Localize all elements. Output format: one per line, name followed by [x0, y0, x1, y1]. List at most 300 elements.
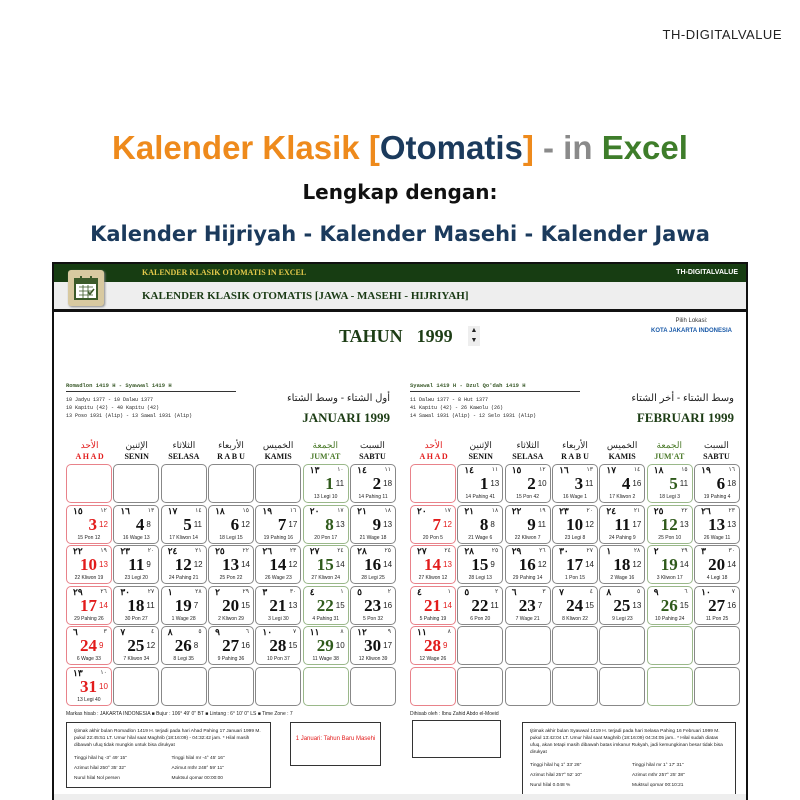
- spin-up-icon[interactable]: ▲: [470, 327, 478, 334]
- day-cell[interactable]: [694, 586, 740, 625]
- day-name-arabic: الخميس: [606, 440, 638, 450]
- day-name-latin: JUM'AT: [654, 452, 685, 461]
- day-header: [410, 439, 457, 462]
- hijri-date: ١٤: [464, 465, 475, 475]
- empty-day-cell: [599, 667, 645, 706]
- day-cell[interactable]: [552, 464, 598, 503]
- day-cell[interactable]: [208, 586, 254, 625]
- day-number: 11: [128, 555, 145, 574]
- side-number: 12: [632, 560, 642, 569]
- pasaran-label: 30 Pon 27: [124, 615, 148, 622]
- day-cell[interactable]: [208, 545, 254, 584]
- pasaran-label: 20 Pon 17: [314, 534, 338, 541]
- day-cell[interactable]: [647, 545, 693, 584]
- day-header: [66, 439, 113, 462]
- day-cell[interactable]: [457, 586, 503, 625]
- day-name-latin: KAMIS: [608, 452, 636, 461]
- day-cell[interactable]: [599, 545, 645, 584]
- empty-day-cell: [552, 626, 598, 665]
- day-name-latin: R A B U: [217, 452, 245, 461]
- arabic-secondary-date: ٢٣: [289, 548, 297, 554]
- day-header: [302, 439, 349, 462]
- arabic-secondary-date: ١٢: [100, 507, 107, 514]
- day-cell[interactable]: [552, 586, 598, 625]
- day-cell[interactable]: [694, 464, 740, 503]
- hijri-date: ٢٦: [701, 505, 711, 516]
- day-cell[interactable]: [303, 464, 349, 503]
- pasaran-label: 14 Pahing 11: [358, 494, 388, 500]
- jawa-info: [66, 396, 236, 420]
- side-number: 16: [632, 479, 642, 488]
- arabic-secondary-date: ١٠: [337, 467, 344, 473]
- hijri-date: ١٥: [73, 505, 83, 516]
- pasaran-label: 21 Wage 18: [359, 534, 387, 541]
- pasaran-label: 1 Pon 15: [564, 575, 585, 581]
- title-part1: Kalender Klasik: [112, 129, 369, 166]
- hijri-date: ٣: [701, 546, 706, 556]
- day-cell[interactable]: [113, 626, 159, 665]
- day-header: [599, 439, 646, 462]
- side-number: 7: [537, 600, 543, 610]
- pasaran-label: 1 Wage 28: [171, 615, 196, 622]
- day-cell[interactable]: [694, 505, 740, 544]
- day-cell[interactable]: [66, 586, 112, 625]
- side-number: 10: [537, 479, 547, 488]
- hijri-date: ٨: [606, 586, 612, 597]
- side-number: 13: [727, 519, 737, 529]
- day-cell[interactable]: [350, 586, 396, 625]
- day-cell[interactable]: [208, 505, 254, 544]
- hijri-date: ١١: [417, 627, 427, 637]
- day-cell[interactable]: [552, 545, 598, 584]
- empty-day-cell: [599, 626, 645, 665]
- hijri-date: ١: [167, 586, 173, 597]
- arabic-secondary-date: ١: [447, 588, 451, 595]
- side-number: 18: [383, 479, 393, 488]
- pasaran-label: 8 Kliwon 22: [562, 615, 588, 622]
- day-cell[interactable]: [410, 586, 456, 625]
- arabic-secondary-date: ٢٤: [444, 548, 451, 554]
- arabic-secondary-date: ١: [340, 588, 344, 595]
- day-name-arabic: الأحد: [80, 440, 99, 450]
- pasaran-label: 12 Kliwon 39: [358, 656, 388, 662]
- hijri-date: ١٤: [357, 465, 367, 475]
- arabic-secondary-date: ٢١: [633, 507, 641, 514]
- day-cell[interactable]: [647, 464, 693, 503]
- arabic-secondary-date: ٢٠: [586, 507, 593, 514]
- day-name-latin: JUM'AT: [310, 452, 341, 461]
- pasaran-label: 4 Legi 18: [706, 575, 728, 581]
- pasaran-label: 5 Pahing 19: [419, 615, 447, 622]
- day-number: 3: [574, 474, 584, 493]
- day-number: 27: [222, 636, 240, 655]
- day-cell[interactable]: [255, 545, 301, 584]
- hijri-date: ٤: [309, 586, 315, 597]
- empty-day-cell: [694, 626, 740, 665]
- day-cell[interactable]: [647, 586, 693, 625]
- day-cell[interactable]: [410, 545, 456, 584]
- side-number: 9: [99, 641, 104, 650]
- hijri-date: ٢٩: [511, 546, 522, 556]
- day-number: 1: [325, 474, 334, 493]
- arabic-secondary-date: ٤: [589, 588, 593, 595]
- arabic-secondary-date: ١٨: [491, 507, 499, 514]
- day-number: 25: [127, 636, 145, 655]
- jawa-line: 14 Sawal 1931 (Alip) - 12 Selo 1931 (Alip): [410, 413, 537, 419]
- app-subtitle-bar: KALENDER KLASIK OTOMATIS [JAWA - MASEHI - HIJRIYAH]: [54, 282, 746, 312]
- arabic-secondary-date: ٢١: [195, 548, 202, 554]
- pasaran-label: 18 Legi 3: [659, 494, 680, 500]
- pasaran-label: 9 Legi 23: [612, 615, 633, 622]
- day-cell[interactable]: [457, 545, 503, 584]
- arabic-secondary-date: ١٣: [147, 507, 155, 514]
- app-bar-title: KALENDER KLASIK OTOMATIS IN EXCEL: [142, 268, 307, 277]
- arabic-secondary-date: ٢٣: [728, 507, 735, 514]
- pasaran-label: 10 Pon 37: [266, 656, 290, 662]
- hijri-date: ١٨: [653, 465, 664, 475]
- calendar-grid: [410, 464, 740, 706]
- title-part2: Otomatis: [379, 129, 523, 166]
- day-cell[interactable]: [66, 667, 112, 706]
- hilal-stat: Azimut mthr 257° 25' 38": [632, 773, 685, 778]
- day-cell[interactable]: [599, 464, 645, 503]
- day-cell[interactable]: [647, 505, 693, 544]
- ijtimak-text: Ijtimak akhir bulan Romadlon 1419 H. terjadi pada hari Ahad Pahing 17 Januari 1999 M. pukul 22:45:51 LT. Umur hilal saat Maghrib (18:16:09) - 04:32:42 jam. * Hilal masih dibawah ufuq tidak mungkin untuk bisa dirukyat: [74, 729, 261, 748]
- month-january: [66, 382, 396, 703]
- day-name-arabic: الإثنين: [469, 440, 492, 450]
- pasaran-label: 15 Pon 42: [516, 494, 540, 500]
- pasaran-label: 3 Kliwon 17: [656, 575, 683, 581]
- side-number: 14: [383, 560, 393, 569]
- year-display: [339, 326, 453, 347]
- day-cell[interactable]: [505, 545, 551, 584]
- day-number: 18: [127, 595, 145, 615]
- calendar-icon: [68, 270, 104, 306]
- hijri-date: ٢٩: [73, 586, 83, 597]
- season-arabic: أول الشتاء - وسط الشتاء: [286, 393, 390, 404]
- side-number: 17: [632, 519, 642, 529]
- empty-day-cell: [505, 626, 551, 665]
- hijri-date: ٢: [653, 546, 659, 556]
- day-number: 5: [183, 514, 192, 534]
- pasaran-label: 6 Pon 20: [470, 615, 491, 622]
- arabic-secondary-date: ٢٢: [242, 548, 249, 554]
- day-cell[interactable]: [303, 545, 349, 584]
- arabic-secondary-date: ٩: [387, 629, 391, 635]
- side-number: 12: [585, 519, 594, 529]
- day-number: 6: [716, 474, 726, 493]
- day-name-latin: R A B U: [561, 452, 589, 461]
- day-number: 27: [708, 595, 726, 615]
- side-number: 9: [443, 641, 448, 650]
- pasaran-label: 11 Pon 25: [705, 615, 729, 622]
- day-number: 3: [88, 514, 97, 534]
- side-number: 12: [443, 519, 452, 529]
- pasaran-label: 26 Wage 23: [264, 575, 292, 581]
- side-number: 11: [490, 600, 499, 610]
- pasaran-label: 5 Pon 32: [363, 615, 384, 622]
- day-cell[interactable]: [255, 626, 301, 665]
- side-number: 11: [335, 479, 345, 488]
- day-name-arabic: الخميس: [262, 440, 294, 450]
- empty-day-cell: [505, 667, 551, 706]
- year-spinner[interactable]: [468, 326, 480, 346]
- day-number: 6: [230, 514, 240, 534]
- side-number: 18: [727, 479, 737, 488]
- day-cell[interactable]: [694, 545, 740, 584]
- day-cell[interactable]: [66, 626, 112, 665]
- day-cell[interactable]: [113, 545, 159, 584]
- hijri-date: ٩: [653, 586, 659, 597]
- day-cell[interactable]: [303, 586, 349, 625]
- side-number: 7: [193, 600, 199, 610]
- day-cell[interactable]: [457, 464, 503, 503]
- arabic-secondary-date: ٢٨: [195, 588, 202, 595]
- empty-day-cell: [647, 626, 693, 665]
- day-header: [349, 439, 396, 462]
- location-picker[interactable]: [651, 317, 732, 335]
- hijri-date: ٢٧: [309, 546, 320, 556]
- day-number: 21: [269, 595, 287, 615]
- arabic-secondary-date: ٣٠: [728, 548, 735, 554]
- ijtimak-note-february: [522, 722, 736, 795]
- day-number: 17: [80, 595, 97, 615]
- day-number: 29: [316, 636, 334, 655]
- day-cell[interactable]: [410, 505, 456, 544]
- day-name-arabic: الأربعاء: [562, 440, 588, 450]
- day-cell[interactable]: [303, 626, 349, 665]
- pasaran-label: 17 Kliwon 14: [169, 534, 198, 541]
- day-header: [113, 439, 160, 462]
- hijri-date: ٣٠: [120, 586, 131, 597]
- side-number: 17: [288, 519, 298, 529]
- pasaran-label: 14 Pahing 41: [465, 494, 496, 500]
- day-name-latin: A H A D: [75, 452, 104, 461]
- hijri-date: ٣٠: [559, 546, 569, 556]
- hijri-date: ٥: [357, 586, 362, 597]
- hijri-date: ٥: [464, 586, 470, 597]
- day-cell[interactable]: [410, 626, 456, 665]
- day-cell[interactable]: [505, 505, 551, 544]
- day-cell[interactable]: [161, 545, 207, 584]
- hijri-date: ٢٠: [309, 505, 320, 516]
- arabic-secondary-date: ١٤: [195, 507, 202, 514]
- day-cell[interactable]: [66, 545, 112, 584]
- pasaran-label: 28 Legi 25: [361, 575, 385, 581]
- sheet-bottom: [54, 794, 746, 800]
- day-cell[interactable]: [66, 505, 112, 544]
- day-cell[interactable]: [350, 464, 396, 503]
- day-header: [693, 439, 740, 462]
- day-header: [551, 439, 598, 462]
- day-number: 21: [424, 595, 441, 615]
- arabic-secondary-date: ١١: [491, 467, 499, 473]
- pasaran-label: 11 Wage 38: [312, 656, 339, 662]
- season-arabic: وسط الشتاء - أخر الشتاء: [631, 393, 734, 404]
- day-cell[interactable]: [350, 626, 396, 665]
- day-cell[interactable]: [161, 586, 207, 625]
- day-cell[interactable]: [113, 586, 159, 625]
- day-number: 15: [316, 555, 334, 574]
- side-number: 13: [490, 479, 500, 488]
- arabic-secondary-date: ١٦: [289, 507, 297, 514]
- empty-day-cell: [552, 667, 598, 706]
- pasaran-label: 16 Wage 1: [562, 494, 587, 500]
- day-cell[interactable]: [113, 505, 159, 544]
- day-cell[interactable]: [599, 505, 645, 544]
- pasaran-label: 3 Legi 30: [268, 615, 289, 622]
- side-number: 9: [490, 560, 495, 569]
- holiday-text: 1 Januari: Tahun Baru Masehi: [295, 736, 376, 742]
- arabic-secondary-date: ١٥: [242, 507, 249, 514]
- side-number: 11: [585, 479, 594, 488]
- pasaran-label: 6 Wage 33: [76, 656, 101, 662]
- hijri-date: ١٧: [167, 505, 178, 516]
- hijri-date: ١٢: [357, 627, 367, 637]
- jawa-line: 10 Jadyu 1377 - 10 Dalwu 1377: [66, 397, 154, 403]
- hijri-date: ٧: [559, 586, 564, 597]
- day-cell[interactable]: [599, 586, 645, 625]
- day-number: 2: [527, 474, 536, 493]
- empty-day-cell: [113, 667, 159, 706]
- pasaran-label: 12 Wage 26: [419, 656, 447, 662]
- arabic-secondary-date: ١٧: [337, 507, 344, 514]
- hijri-date: ٢٢: [511, 505, 522, 516]
- arabic-secondary-date: ٢٧: [147, 588, 155, 595]
- day-number: 31: [80, 676, 97, 696]
- location-value[interactable]: KOTA JAKARTA INDONESIA: [651, 328, 732, 334]
- hijri-date: ١١: [309, 627, 320, 637]
- arabic-secondary-date: ٢٩: [681, 548, 688, 554]
- hilal-stat: Azimut hilal 250° 35' 32": [74, 766, 126, 771]
- day-number: 15: [471, 555, 489, 574]
- day-name-arabic: الجمعة: [312, 440, 338, 450]
- hijri-date: ٢٤: [167, 546, 178, 556]
- arabic-secondary-date: ١٨: [384, 507, 391, 514]
- day-cell[interactable]: [505, 464, 551, 503]
- month-february: [410, 382, 740, 662]
- day-number: 4: [135, 514, 145, 534]
- pasaran-label: 15 Pon 12: [77, 534, 101, 541]
- hijri-date: ٢٧: [417, 546, 427, 556]
- day-name-arabic: الثلاثاء: [172, 440, 196, 450]
- day-names-row: [66, 439, 396, 462]
- hijri-date: ١٣: [309, 465, 320, 475]
- day-cell[interactable]: [457, 505, 503, 544]
- day-name-latin: SELASA: [512, 452, 544, 461]
- day-cell[interactable]: [350, 545, 396, 584]
- pasaran-label: 7 Wage 21: [515, 615, 540, 622]
- hijri-date: ١٦: [120, 505, 131, 516]
- arabic-secondary-date: ٧: [731, 588, 735, 595]
- month-name: FEBRUARI 1999: [636, 410, 734, 425]
- pasaran-label: 20 Pon 5: [422, 534, 443, 541]
- side-number: 13: [443, 560, 452, 569]
- day-name-latin: SABTU: [703, 452, 730, 461]
- day-number: 24: [566, 595, 584, 615]
- empty-day-cell: [161, 667, 207, 706]
- hijri-range: Romadlon 1419 H - Syawwal 1419 H: [66, 382, 236, 392]
- day-cell[interactable]: [161, 505, 207, 544]
- day-cell[interactable]: [255, 586, 301, 625]
- empty-day-cell: [457, 626, 503, 665]
- hilal-stat: Azimut mthr 248° 59' 11": [171, 766, 224, 771]
- side-number: 15: [335, 600, 345, 610]
- empty-day-cell: [66, 464, 112, 503]
- day-number: 28: [269, 636, 287, 655]
- day-number: 24: [80, 636, 97, 655]
- pasaran-label: 7 Kliwon 34: [123, 656, 150, 662]
- hijri-date: ٢٥: [215, 546, 225, 556]
- day-number: 19: [174, 595, 192, 615]
- hijri-date: ٣: [262, 586, 268, 597]
- empty-day-cell: [208, 667, 254, 706]
- hijri-date: ٢٨: [357, 546, 367, 556]
- day-number: 11: [614, 514, 631, 534]
- day-name-latin: A H A D: [419, 452, 448, 461]
- day-cell[interactable]: [161, 626, 207, 665]
- spin-down-icon[interactable]: ▼: [470, 337, 478, 344]
- day-cell[interactable]: [303, 505, 349, 544]
- day-name-latin: SELASA: [168, 452, 200, 461]
- day-cell[interactable]: [505, 586, 551, 625]
- side-number: 12: [99, 519, 108, 529]
- hijri-date: ٢: [215, 586, 220, 597]
- arabic-secondary-date: ٧: [293, 629, 297, 635]
- hijri-date: ٧: [120, 627, 126, 637]
- pasaran-label: 13 Legi 10: [314, 494, 338, 500]
- calendar-grid: [66, 464, 396, 706]
- pasaran-label: 8 Legi 35: [173, 656, 194, 662]
- side-number: 12: [537, 560, 547, 569]
- hijri-date: ١٧: [606, 465, 617, 475]
- day-cell[interactable]: [208, 626, 254, 665]
- side-number: 11: [537, 519, 547, 529]
- day-number: 19: [660, 555, 678, 574]
- arabic-secondary-date: ١١: [384, 467, 391, 473]
- side-number: 16: [241, 641, 250, 650]
- day-number: 13: [222, 555, 240, 574]
- arabic-secondary-date: ٨: [447, 629, 451, 635]
- day-name-latin: KAMIS: [264, 452, 292, 461]
- arabic-secondary-date: ٣: [542, 588, 546, 595]
- title-bracket-close: ]: [522, 129, 534, 166]
- pasaran-label: 22 Kliwon 19: [74, 575, 104, 581]
- hijri-date: ١٩: [701, 465, 711, 475]
- pasaran-label: 16 Wage 13: [122, 534, 150, 541]
- year-value: 1999: [416, 326, 453, 346]
- hijri-date: ١: [606, 546, 612, 556]
- day-cell[interactable]: [350, 505, 396, 544]
- day-number: 12: [660, 514, 678, 534]
- day-number: 23: [364, 595, 382, 615]
- arabic-secondary-date: ٣: [103, 629, 107, 635]
- day-name-arabic: السبت: [704, 440, 729, 450]
- side-number: 15: [679, 600, 689, 610]
- day-number: 26: [174, 636, 192, 655]
- pasaran-label: 24 Pahing 9: [609, 534, 636, 541]
- holiday-box-february: [412, 720, 501, 758]
- day-cell[interactable]: [552, 505, 598, 544]
- day-cell[interactable]: [255, 505, 301, 544]
- hijri-date: ٢١: [357, 505, 367, 516]
- side-number: 14: [727, 560, 737, 569]
- hijri-date: ٢١: [464, 505, 475, 516]
- arabic-secondary-date: ٢٠: [147, 548, 155, 554]
- side-number: 13: [383, 519, 393, 529]
- arabic-secondary-date: ٢٦: [100, 588, 107, 595]
- arabic-secondary-date: ٥: [198, 629, 202, 635]
